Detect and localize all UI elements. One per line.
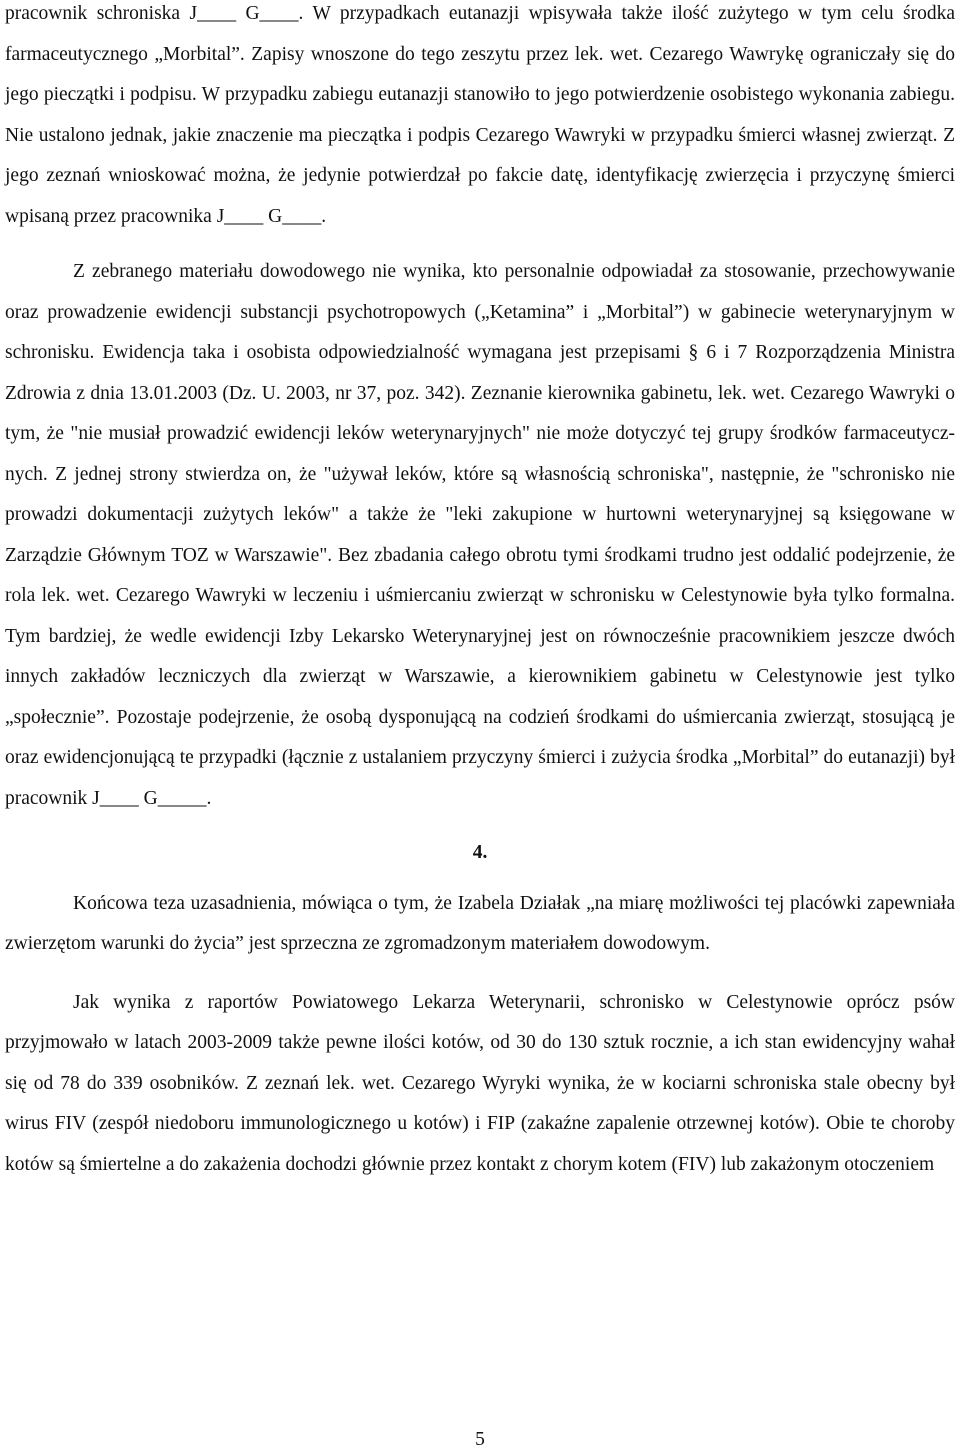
paragraph-continuation: pracownik schroniska J____ G____. W przypadkach eutanazji wpisywała także ilość zużytego w tym celu środka farmaceutycznego „Morbital”. Zapisy wnoszone do tego zeszytu przez lek. wet. Cezarego Wawrykę ograniczały się do jego pieczątki i podpisu. W przypadku zabiegu eutanazji stanowiło to jego potwierdzenie osobistego wykonania zabiegu. Nie ustalono jednak, jakie znaczenie ma pieczątka i podpis Cezarego Wawryki w przypadku śmierci własnej zwierząt. Z jego zeznań wnioskować można, że jedynie potwierdzał po fakcie datę, identyfikację zwierzęcia i przyczynę śmierci wpisaną przez pracownika J____ G____. <box>5 3 955 227</box>
paragraph-evidence: Z zebranego materiału dowodowego nie wynika, kto personalnie odpowiadał za stosowanie, przechowywanie oraz prowadzenie ewidencji substancji psychotropowych („Ketamina” i „Morbital”) w gabinecie weterynaryjnym w schronisku. Ewidencja taka i osobista odpowiedzialność wymagana jest przepisami § 6 i 7 Rozporządzenia Ministra Zdrowia z dnia 13.01.2003 (Dz. U. 2003, nr 37, poz. 342). Zeznanie kierownika gabinetu, lek. wet. Cezarego Wawryki o tym, że "nie musiał prowadzić ewidencji leków weterynaryjnych" nie może dotyczyć tej grupy środków farmaceutycznych. Z jednej strony stwierdza on, że "używał leków, które są własnością schroniska", następnie, że "schronisko nie prowadzi dokumentacji zużytych leków" a także że "leki zakupione w hurtowni weterynaryjnej są księgowane w Zarządzie Głównym TOZ w Warszawie". Bez zbadania całego obrotu tymi środkami trudno jest oddalić podejrzenie, że rola lek. wet. Cezarego Wawryki w leczeniu i uśmiercaniu zwierząt w schronisku w Celestynowie była tylko formalna. Tym bardziej, że wedle ewidencji Izby Lekarsko Weterynaryjnej jest on równocześnie pracownikiem jeszcze dwóch innych zakładów leczniczych dla zwierząt w Warszawie, a kierownikiem gabinetu w Celestynowie jest tylko „społecznie”. Pozostaje podejrzenie, że osobą dysponującą na codzień środkami do uśmiercania zwierząt, stosującą je oraz ewidencjonującą te przypadki (łącznie z ustalaniem przyczyny śmierci i zużycia środka „Morbital” do eutanazji) był pracownik J____ G_____. <box>5 261 955 809</box>
paragraph-cats: Jak wynika z raportów Powiatowego Lekarza Weterynarii, schronisko w Celestynowie oprócz psów przyjmowało w latach 2003-2009 także pewne ilości kotów, od 30 do 130 sztuk rocznie, a ich stan ewidencyjny wahał się od 78 do 339 osobników. Z zeznań lek. wet. Cezarego Wyryki wynika, że w kociarni schroniska stale obecny był wirus FIV (zespół niedoboru immunologicznego u kotów) i FIP (zakaźne zapalenie otrzewnej kotów). Obie te choroby kotów są śmiertelne a do zakażenia dochodzi głównie przez kontakt z chorym kotem (FIV) lub zakażonym otoczeniem <box>5 991 955 1175</box>
paragraph-thesis: Końcowa teza uzasadnienia, mówiąca o tym, że Izabela Działak „na miarę możliwości tej placówki zapewniała zwierzętom warunki do życia” jest sprzeczna ze zgromadzonym materiałem dowodowym. <box>5 892 955 954</box>
section-heading: 4. <box>472 842 488 863</box>
page-number: 5 <box>475 1429 485 1450</box>
document-page <box>5 0 955 1185</box>
